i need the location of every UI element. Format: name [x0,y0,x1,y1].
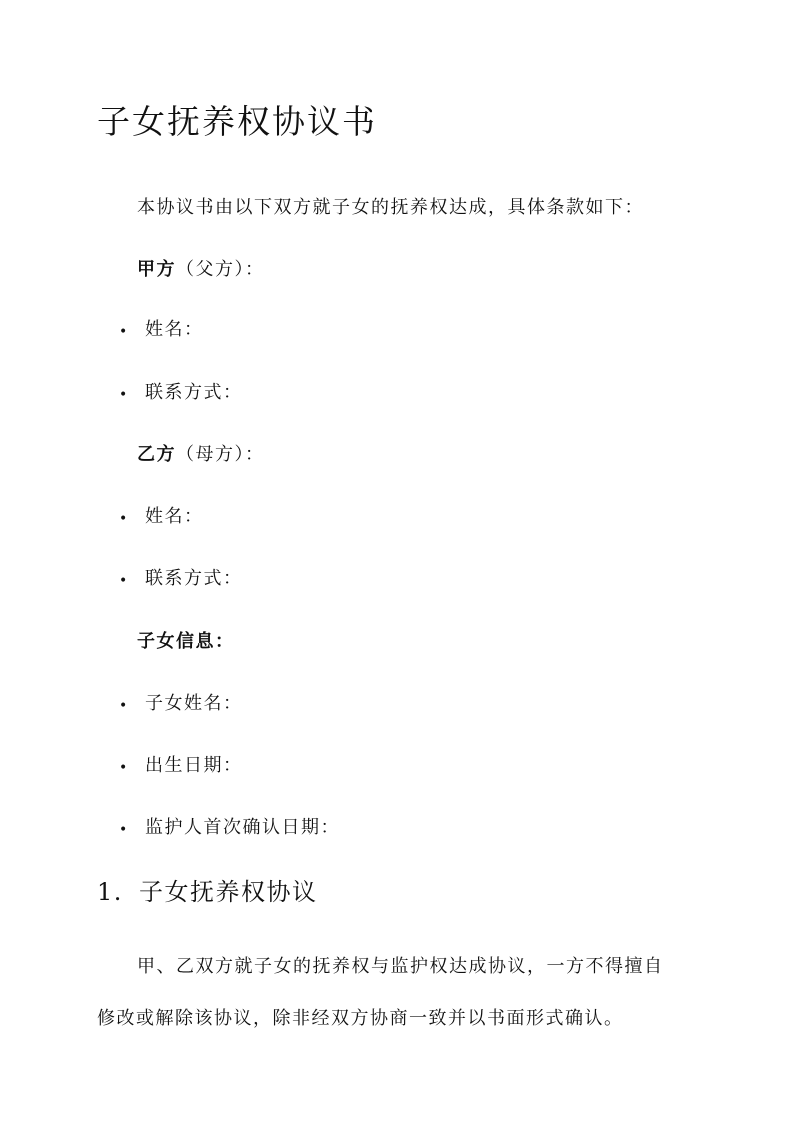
party-b-heading [137,443,265,467]
party-a-heading [137,258,265,282]
guardian-confirm-date-field: 监护人首次确认日期： [145,817,340,838]
child-info-heading: 子女信息： [137,631,235,652]
section-1-heading [97,877,318,907]
party-b-name-field: 姓名： [145,506,204,527]
child-name-field: 子女姓名： [145,693,243,714]
birth-date-field: 出生日期： [145,755,243,776]
section-1-title: 子女抚养权协议 [139,878,318,906]
party-b-role: （母方）： [176,444,265,465]
bullet-icon: • [119,822,128,838]
party-a-role: （父方）： [176,259,265,280]
party-a-label: 甲方 [137,259,176,280]
bullet-icon: • [119,387,128,403]
section-1-body-line-2: 修改或解除该协议，除非经双方协商一致并以书面形式确认。 [97,1008,624,1029]
party-a-contact-field: 联系方式： [145,382,243,403]
party-b-label: 乙方 [137,444,176,465]
party-a-name-field: 姓名： [145,319,204,340]
party-b-contact-field: 联系方式： [145,568,243,589]
section-1-body-line-1: 甲、乙双方就子女的抚养权与监护权达成协议，一方不得擅自 [137,956,664,977]
document-title: 子女抚养权协议书 [97,102,377,141]
bullet-icon: • [119,324,128,340]
bullet-icon: • [119,511,128,527]
section-1-number: 1. [97,878,123,906]
intro-text: 本协议书由以下双方就子女的抚养权达成，具体条款如下： [137,197,644,218]
bullet-icon: • [119,573,128,589]
bullet-icon: • [119,698,128,714]
bullet-icon: • [119,760,128,776]
